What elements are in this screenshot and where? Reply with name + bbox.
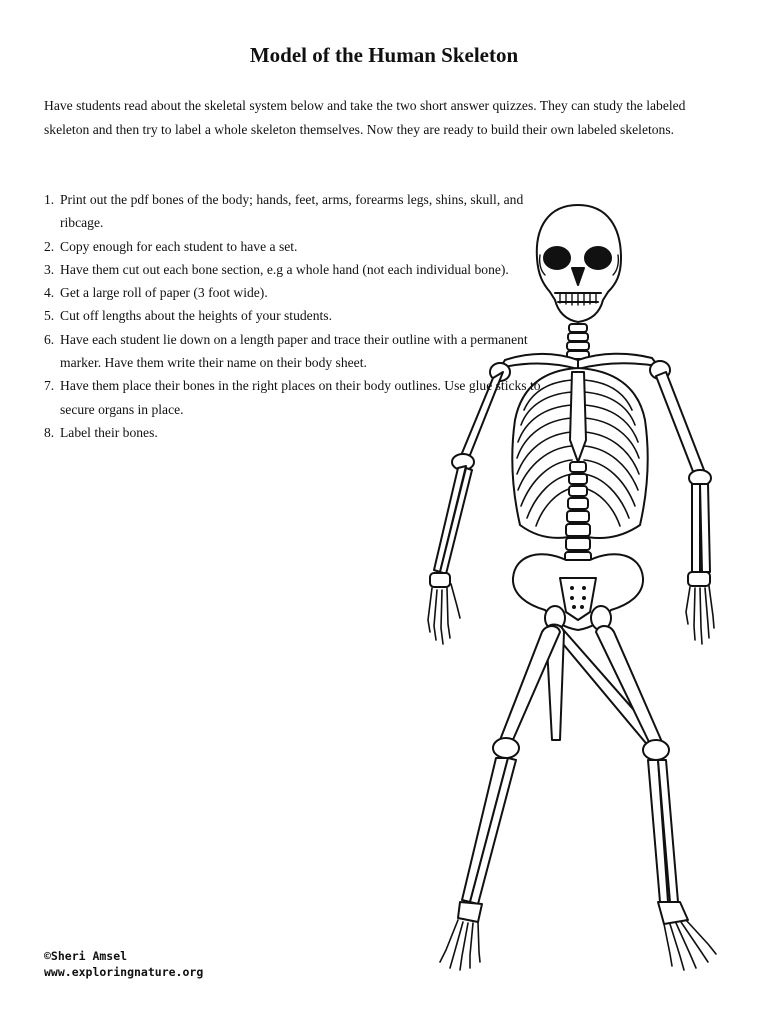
list-item [44, 328, 554, 375]
page-title: Model of the Human Skeleton [249, 43, 519, 67]
step-text: Copy enough for each student to have a set. [60, 238, 298, 254]
step-number: 7. [44, 378, 55, 394]
step-text: Have them place their bones in the right places on their body outlines. Use glue sticks to secure organs in place. [60, 378, 541, 417]
step-text: Cut off lengths about the heights of your students. [60, 308, 332, 324]
step-number: 2. [44, 238, 55, 254]
instruction-list [44, 188, 554, 444]
step-number: 5. [44, 308, 55, 324]
list-item [44, 258, 554, 281]
list-item [44, 281, 554, 304]
list-item [44, 304, 554, 327]
step-number: 6. [44, 331, 55, 347]
list-item [44, 235, 554, 258]
step-number: 8. [44, 424, 55, 440]
step-text: Label their bones. [60, 424, 158, 440]
list-item [44, 421, 554, 444]
step-text: Have each student lie down on a length paper and trace their outline with a permanent marker. Have them write their name on their body sheet. [60, 331, 528, 371]
step-text: Print out the pdf bones of the body; hands, feet, arms, forearms legs, shins, skull, and ribcage. [60, 192, 524, 231]
cervical-spine [567, 324, 589, 359]
author-credit: ©Sheri Amsel [44, 949, 128, 963]
credit-block [44, 948, 203, 980]
step-number: 4. [44, 285, 55, 301]
step-number: 1. [44, 192, 55, 207]
lumbar-spine [565, 462, 591, 564]
intro-paragraph: Have students read about the skeletal system below and take the two short answer quizzes. They can study the labeled skeleton and then try to label a whole skeleton themselves. Now they are ready to build their own labeled skeletons. [44, 98, 686, 137]
step-text: Have them cut out each bone section, e.g a whole hand (not each individual bone). [60, 261, 509, 277]
list-item [44, 374, 554, 421]
website-link[interactable]: www.exploringnature.org [44, 965, 204, 979]
pelvis [513, 554, 643, 630]
step-number: 3. [44, 261, 55, 277]
right-arm [656, 372, 714, 644]
list-item [44, 188, 554, 235]
step-text: Get a large roll of paper (3 foot wide). [60, 285, 268, 301]
